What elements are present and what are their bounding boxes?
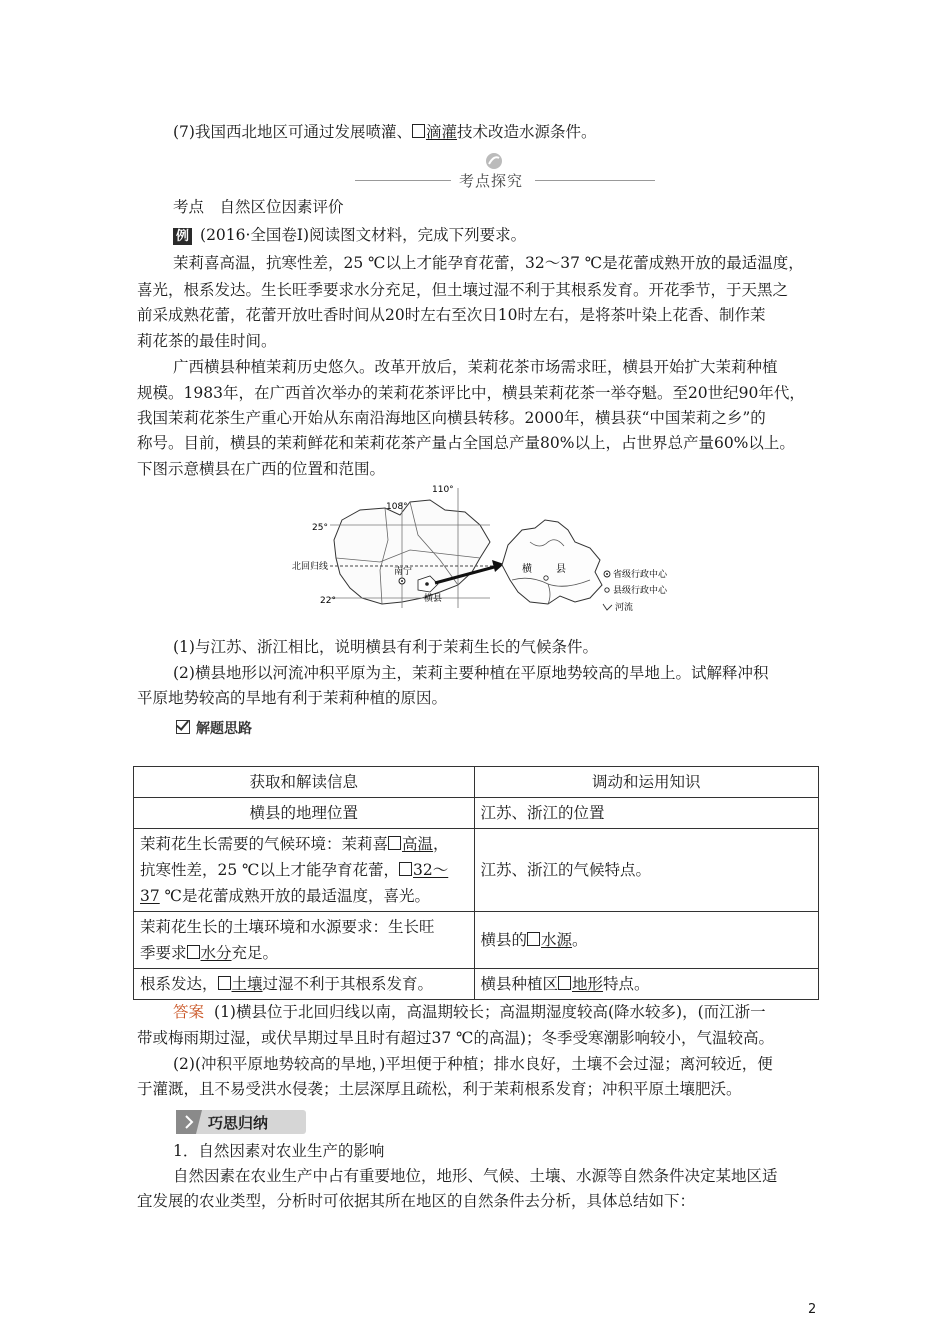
cell-text: 茉莉花生长的土壤环境和水源要求：生长旺 xyxy=(140,918,435,936)
checkbox-icon xyxy=(176,720,190,734)
answer-line-1 xyxy=(137,1002,858,1022)
leaf-icon xyxy=(483,151,505,171)
cell-text: 季要求 xyxy=(140,944,187,962)
paragraph-line: 莉花茶的最佳时间。 xyxy=(137,332,277,350)
example-source: (2016·全国卷Ⅰ)阅读图文材料，完成下列要求。 xyxy=(200,226,527,244)
legend-county-label: 县级行政中心 xyxy=(613,586,668,596)
blank-box xyxy=(558,976,571,990)
table-header: 获取和解读信息 xyxy=(134,767,475,798)
cell-text: 横县种植区 xyxy=(480,975,559,993)
paragraph-line: 茉莉喜高温，抗寒性差，25 ℃以上才能孕育花蕾，32～37 ℃是花蕾成熟开放的最适温度， xyxy=(173,254,804,272)
guangxi-outline xyxy=(334,500,490,604)
analysis-table xyxy=(133,766,819,1000)
paragraph-line: 喜光，根系发达。生长旺季要求水分充足，但土壤过湿不利于其根系发育。开花季节，于天黑之 xyxy=(137,281,789,299)
table-cell: 江苏、浙江的气候特点。 xyxy=(474,829,819,912)
answer-blank: 高温 xyxy=(402,835,434,853)
blank-box xyxy=(412,124,425,138)
table-cell: 江苏、浙江的位置 xyxy=(474,798,819,829)
answer-blank: 土壤 xyxy=(231,975,263,993)
county-center-marker xyxy=(544,576,548,580)
blank-box xyxy=(388,836,401,850)
table-cell xyxy=(134,969,475,1000)
question-2-line1: (2)横县地形以河流冲积平原为主，茉莉主要种植在平原地势较高的旱地上。试解释冲积 xyxy=(173,664,769,682)
paragraph-line: 我国茉莉花茶生产重心开始从东南沿海地区向横县转移。2000年，横县获“中国茉莉之乡”的 xyxy=(137,409,766,427)
summary-line: 自然因素在农业生产中占有重要地位，地形、气候、土壤、水源等自然条件决定某地区适 xyxy=(173,1167,778,1185)
lon-110-label: 110° xyxy=(432,485,454,495)
legend-county-icon xyxy=(605,588,609,592)
blank-box xyxy=(187,945,200,959)
thinking-heading xyxy=(176,718,252,738)
divider-rule-right xyxy=(535,180,655,181)
paragraph-line: 广西横县种植茉莉历史悠久。改革开放后，茉莉花茶市场需求旺，横县开始扩大茉莉种植 xyxy=(173,358,778,376)
table-row xyxy=(134,798,819,829)
fill-blank-line-7 xyxy=(137,122,858,142)
paragraph-line: 下图示意横县在广西的位置和范围。 xyxy=(137,460,386,478)
cell-text: 过湿不利于其根系发育。 xyxy=(262,975,434,993)
topic-heading: 考点 自然区位因素评价 xyxy=(173,198,344,216)
paragraph-line: 称号。目前，横县的茉莉鲜花和茉莉花茶产量占全国总产量80%以上，占世界总产量60%以上。 xyxy=(137,434,795,452)
blank-box xyxy=(527,932,540,946)
cell-text: 茉莉花生长需要的气候环境：茉莉喜 xyxy=(140,835,389,853)
example-tag: 例 xyxy=(173,228,192,245)
page-number: 2 xyxy=(808,1302,817,1317)
example-line xyxy=(137,225,858,245)
question-1: (1)与江苏、浙江相比，说明横县有利于茉莉生长的气候条件。 xyxy=(173,638,598,656)
legend-river-label: 河流 xyxy=(615,603,634,613)
location-map xyxy=(290,480,720,620)
cell-text: 特点。 xyxy=(603,975,650,993)
legend-river-icon xyxy=(603,604,612,610)
cell-text: 抗寒性差，25 ℃以上才能孕育花蕾， xyxy=(140,861,399,879)
lat-22-label: 22° xyxy=(320,596,336,606)
line-suffix: 技术改造水源条件。 xyxy=(456,123,597,141)
answer-label: 答案 xyxy=(173,1003,205,1021)
hengxian-label: 横县 xyxy=(424,594,443,604)
cell-text: ℃是花蕾成熟开放的最适温度，喜光。 xyxy=(159,887,431,905)
answer-blank: 水源 xyxy=(541,931,573,949)
cell-text: 。 xyxy=(572,931,588,949)
nanning-label: 南宁 xyxy=(394,567,413,577)
summary-line: 宜发展的农业类型，分析时可依据其所在地区的自然条件去分析，具体总结如下： xyxy=(137,1192,696,1210)
blank-box xyxy=(399,862,412,876)
table-cell xyxy=(474,969,819,1000)
answer-line-2: 带或梅雨期过湿，或伏旱期过旱且时有超过37 ℃的高温)；冬季受寒潮影响较小，气温较高。 xyxy=(137,1029,775,1047)
paragraph-line: 前采成熟花蕾，花蕾开放吐香时间从20时左右至次日10时左右，是将茶叶染上花香、制作茉 xyxy=(137,306,766,324)
paragraph-line: 规模。1983年，在广西首次举办的茉莉花茶评比中，横县茉莉花茶一举夺魁。至20世纪90年代， xyxy=(137,384,805,402)
legend-provincial-label: 省级行政中心 xyxy=(613,570,668,580)
line-prefix: (7)我国西北地区可通过发展喷灌、 xyxy=(173,123,412,141)
blank-box xyxy=(218,976,231,990)
hengxian-detail-outline xyxy=(502,520,602,604)
summary-heading: 1．自然因素对农业生产的影响 xyxy=(173,1142,385,1160)
cell-text: 根系发达， xyxy=(140,975,218,993)
divider-rule-left xyxy=(355,180,451,181)
answer-line-4: 于灌溉，且不易受洪水侵袭；土层深厚且疏松，利于茉莉根系发育；冲积平原土壤肥沃。 xyxy=(137,1080,742,1098)
table-cell xyxy=(134,912,475,969)
table-row xyxy=(134,969,819,1000)
answer-blank: 滴灌 xyxy=(425,123,457,141)
section-divider xyxy=(355,167,655,193)
lat-25-label: 25° xyxy=(312,523,328,533)
table-cell: 茉莉花生长需要的气候环境：茉莉喜 高温， 抗寒性差，25 ℃以上才能孕育花蕾， 32～ 37 ℃是花蕾成熟开放的最适温度，喜光。 xyxy=(134,829,475,912)
answer-line-3: (2)(冲积平原地势较高的旱地，)平坦便于种植；排水良好，土壤不会过湿；离河较近，便 xyxy=(173,1055,773,1073)
section-label: 考点探究 xyxy=(459,172,524,190)
answer-blank: 地形 xyxy=(572,975,604,993)
county-label-xian: 县 xyxy=(556,564,566,575)
table-cell: 横县的地理位置 xyxy=(134,798,475,829)
table-header: 调动和运用知识 xyxy=(474,767,819,798)
county-label-heng: 横 xyxy=(522,564,532,575)
banner-label: 巧思归纳 xyxy=(208,1114,269,1132)
thinking-label: 解题思路 xyxy=(196,721,252,737)
answer-blank: 37 xyxy=(140,887,160,905)
table-header-row xyxy=(134,767,819,798)
question-2-line2: 平原地势较高的旱地有利于茉莉种植的原因。 xyxy=(137,689,448,707)
answer-blank: 水分 xyxy=(200,944,232,962)
answer-blank: 32～ xyxy=(413,861,449,879)
summary-banner xyxy=(176,1108,306,1136)
table-cell xyxy=(474,912,819,969)
cell-text: 充足。 xyxy=(231,944,279,962)
table-row xyxy=(134,829,819,912)
lon-108-label: 108° xyxy=(386,502,408,512)
cell-text: 横县的 xyxy=(480,931,528,949)
answer-text: (1)横县位于北回归线以南，高温期较长；高温期湿度较高(降水较多)，(而江浙一 xyxy=(214,1003,766,1021)
tropic-label: 北回归线 xyxy=(292,562,329,572)
table-row xyxy=(134,912,819,969)
